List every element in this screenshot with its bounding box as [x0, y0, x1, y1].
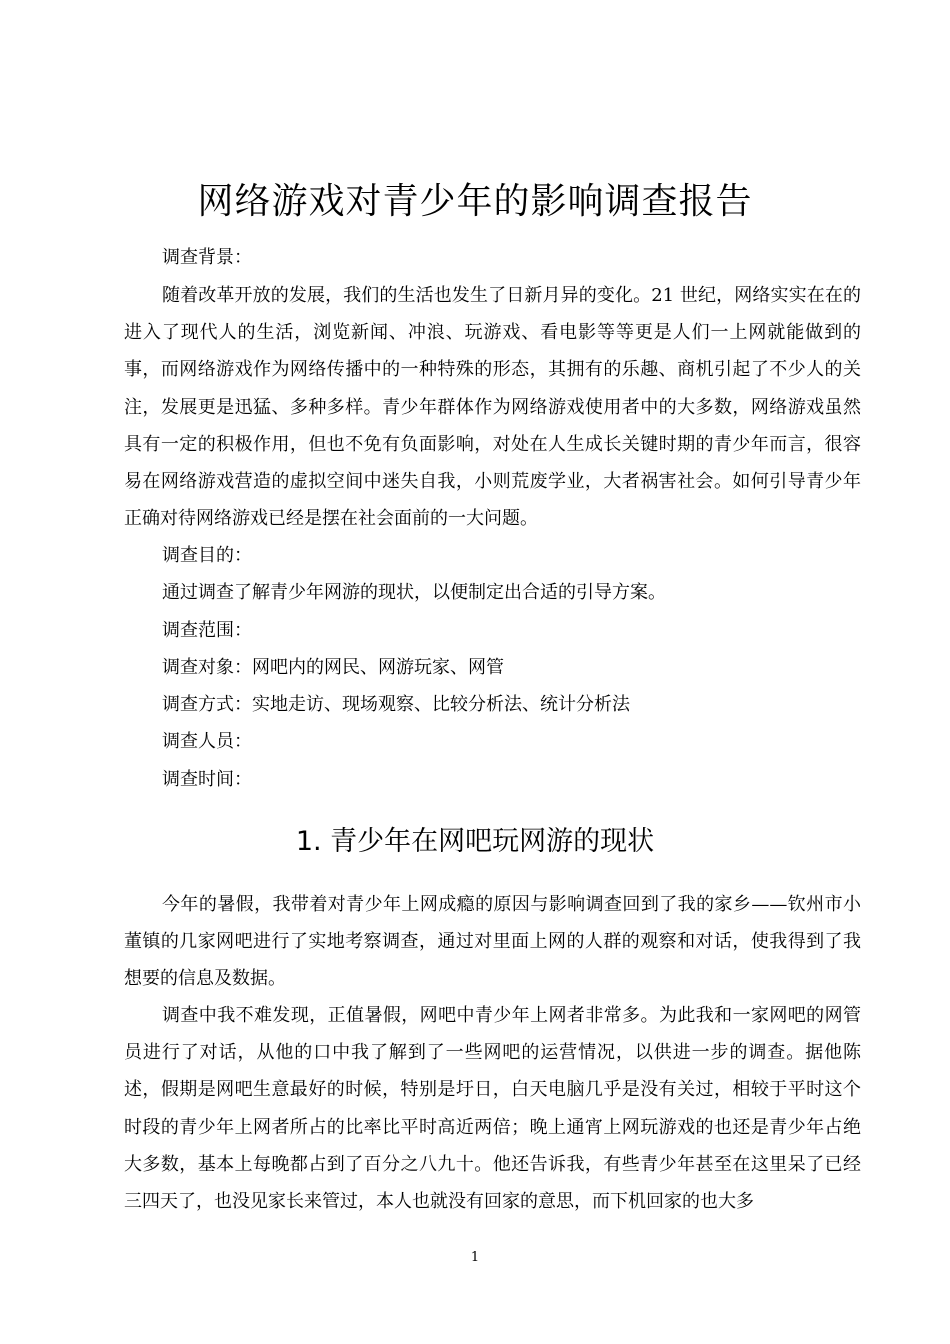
scope-label: 调查范围： [162, 620, 252, 641]
page-number: 1 [470, 1250, 480, 1265]
section-heading: 1. 青少年在网吧玩网游的现状 [295, 826, 655, 857]
personnel-line: 调查人员： [162, 731, 252, 752]
background-paragraph: 随着改革开放的发展，我们的生活也发生了日新月异的变化。21 世纪，网络实实在在的进入了现代人的生活，浏览新闻、冲浪、玩游戏、看电影等等更是人们一上网就能做到的事，而网络游戏作为网络传播中的一种特殊的形态，其拥有的乐趣、商机引起了不少人的关注，发展更是迅猛、多种多样。青少年群体作为网络游戏使用者中的大多数，网络游戏虽然具有一定的积极作用，但也不免有负面影响，对处在人生成长关键时期的青少年而言，很容易在网络游戏营造的虚拟空间中迷失自我，小则荒废学业，大者祸害社会。如何引导青少年正确对待网络游戏已经是摆在社会面前的一大问题。 [124, 285, 861, 530]
subjects-line: 调查对象：网吧内的网民、网游玩家、网管 [162, 657, 504, 678]
purpose-text: 通过调查了解青少年网游的现状，以便制定出合适的引导方案。 [162, 582, 666, 603]
section-paragraph-1: 今年的暑假，我带着对青少年上网成瘾的原因与影响调查回到了我的家乡——钦州市小董镇的几家网吧进行了实地考察调查，通过对里面上网的人群的观察和对话，使我得到了我想要的信息及数据。 [124, 894, 861, 990]
report-title: 网络游戏对青少年的影响调查报告 [197, 181, 753, 222]
section-paragraph-2: 调查中我不难发现，正值暑假，网吧中青少年上网者非常多。为此我和一家网吧的网管员进行了对话，从他的口中我了解到了一些网吧的运营情况，以供进一步的调查。据他陈述，假期是网吧生意最好的时候，特别是圩日，白天电脑几乎是没有关过，相较于平时这个时段的青少年上网者所占的比率比平时高近两倍；晚上通宵上网玩游戏的也还是青少年占绝大多数，基本上每晚都占到了百分之八九十。他还告诉我，有些青少年甚至在这里呆了已经三四天了，也没见家长来管过，本人也就没有回家的意思，而下机回家的也大多 [124, 1005, 861, 1213]
purpose-label: 调查目的： [162, 545, 252, 566]
background-label: 调查背景： [162, 247, 252, 268]
time-line: 调查时间： [162, 769, 252, 790]
methods-line: 调查方式：实地走访、现场观察、比较分析法、统计分析法 [162, 694, 630, 715]
